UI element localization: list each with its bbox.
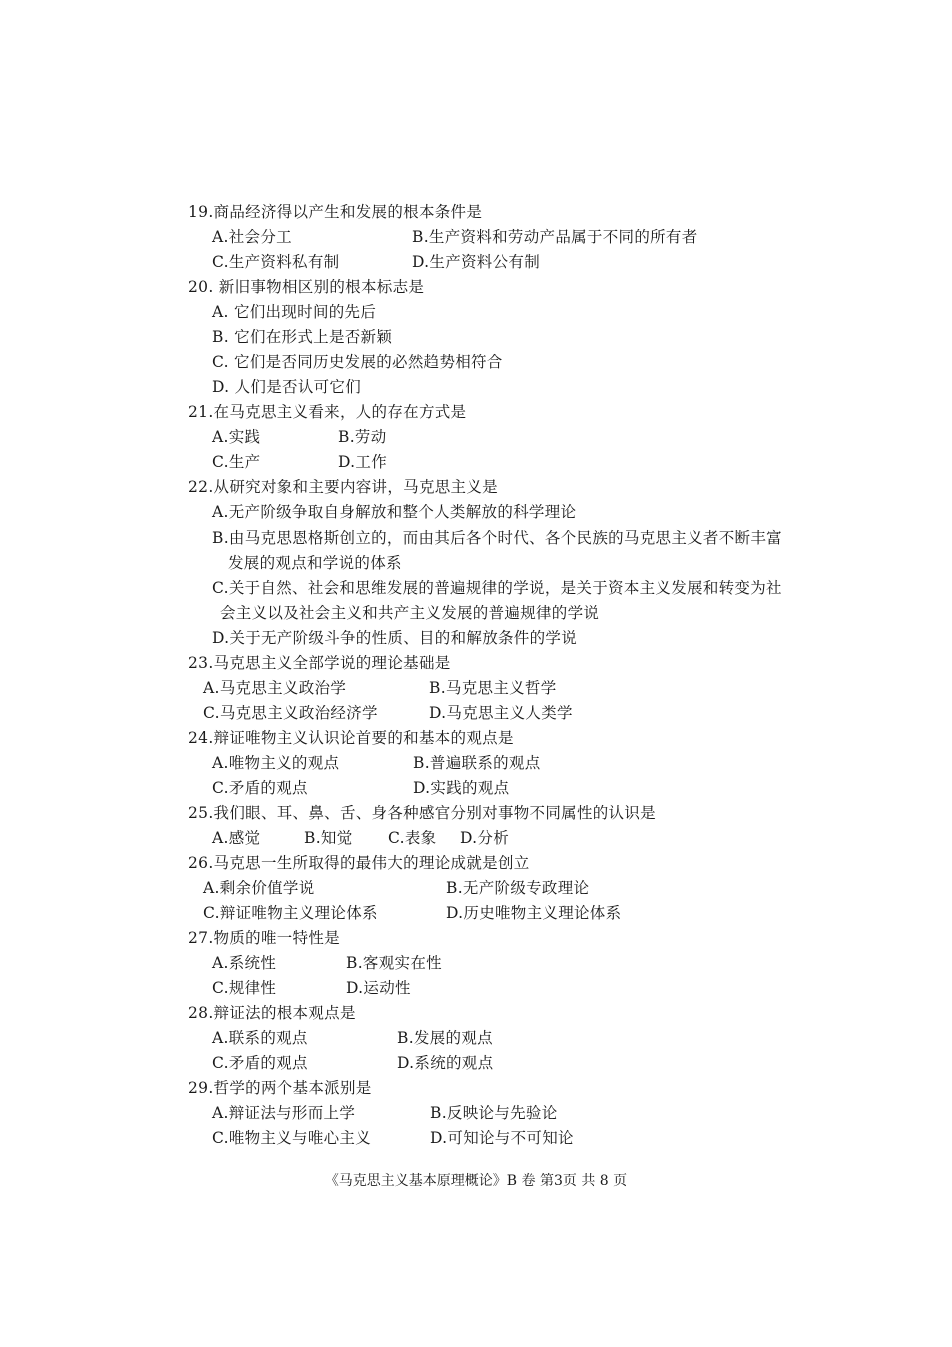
question-stem: 28.辩证法的根本观点是 [188,1004,356,1022]
option: C.生产资料私有制 [212,253,340,271]
option: C. 它们是否同历史发展的必然趋势相符合 [212,353,503,371]
question-stem: 24.辩证唯物主义认识论首要的和基本的观点是 [188,729,514,747]
question-stem: 26.马克思一生所取得的最伟大的理论成就是创立 [188,854,530,872]
option: B.发展的观点 [397,1029,493,1047]
option: D. 人们是否认可它们 [212,378,362,396]
question-stem: 22.从研究对象和主要内容讲，马克思主义是 [188,478,498,496]
option: B.知觉 [304,829,353,847]
option: B. 它们在形式上是否新颖 [212,328,393,346]
option: A.感觉 [212,829,261,847]
option: B.客观实在性 [346,954,442,972]
option: D.可知论与不可知论 [430,1129,574,1147]
option: C.唯物主义与唯心主义 [212,1129,372,1147]
option: A.剩余价值学说 [203,879,315,897]
option: C.辩证唯物主义理论体系 [203,904,378,922]
option: B.反映论与先验论 [430,1104,558,1122]
option: D.系统的观点 [397,1054,494,1072]
option: C.规律性 [212,979,277,997]
question-stem: 27.物质的唯一特性是 [188,929,340,947]
option-continuation: 发展的观点和学说的体系 [228,554,402,572]
option: A.社会分工 [212,228,292,246]
option: B.由马克思恩格斯创立的，而由其后各个时代、各个民族的马克思主义者不断丰富 [212,529,782,547]
option: A.无产阶级争取自身解放和整个人类解放的科学理论 [212,503,577,521]
option: A.马克思主义政治学 [203,679,347,697]
option: B.生产资料和劳动产品属于不同的所有者 [412,228,698,246]
page-footer: 《马克思主义基本原理概论》B 卷 第3页 共 8 页 [324,1173,628,1189]
option: A.系统性 [212,954,277,972]
option: D.工作 [338,453,388,471]
question-stem: 29.哲学的两个基本派别是 [188,1079,372,1097]
question-stem: 19.商品经济得以产生和发展的根本条件是 [188,203,483,221]
question-stem: 21.在马克思主义看来，人的存在方式是 [188,403,467,421]
option: C.矛盾的观点 [212,1054,308,1072]
option: A.辩证法与形而上学 [212,1104,356,1122]
option: C.矛盾的观点 [212,779,308,797]
option: D.分析 [460,829,510,847]
option: D.历史唯物主义理论体系 [446,904,622,922]
question-stem: 23.马克思主义全部学说的理论基础是 [188,654,451,672]
option: B.无产阶级专政理论 [446,879,590,897]
option: A.唯物主义的观点 [212,754,340,772]
question-stem: 25.我们眼、耳、鼻、舌、身各种感官分别对事物不同属性的认识是 [188,804,656,822]
option: B.劳动 [338,428,387,446]
option: B.普遍联系的观点 [413,754,541,772]
option: A.实践 [212,428,261,446]
option: A.联系的观点 [212,1029,308,1047]
option: B.马克思主义哲学 [429,679,557,697]
option: D.运动性 [346,979,411,997]
option: C.表象 [388,829,437,847]
question-stem: 20. 新旧事物相区别的根本标志是 [188,278,425,296]
option-continuation: 会主义以及社会主义和共产主义发展的普遍规律的学说 [220,604,600,622]
option: C.关于自然、社会和思维发展的普遍规律的学说，是关于资本主义发展和转变为社 [212,579,782,597]
option: C.生产 [212,453,261,471]
option: D.马克思主义人类学 [429,704,573,722]
option: D.关于无产阶级斗争的性质、目的和解放条件的学说 [212,629,578,647]
option: A. 它们出现时间的先后 [212,303,377,321]
option: D.实践的观点 [413,779,510,797]
option: D.生产资料公有制 [412,253,541,271]
option: C.马克思主义政治经济学 [203,704,378,722]
